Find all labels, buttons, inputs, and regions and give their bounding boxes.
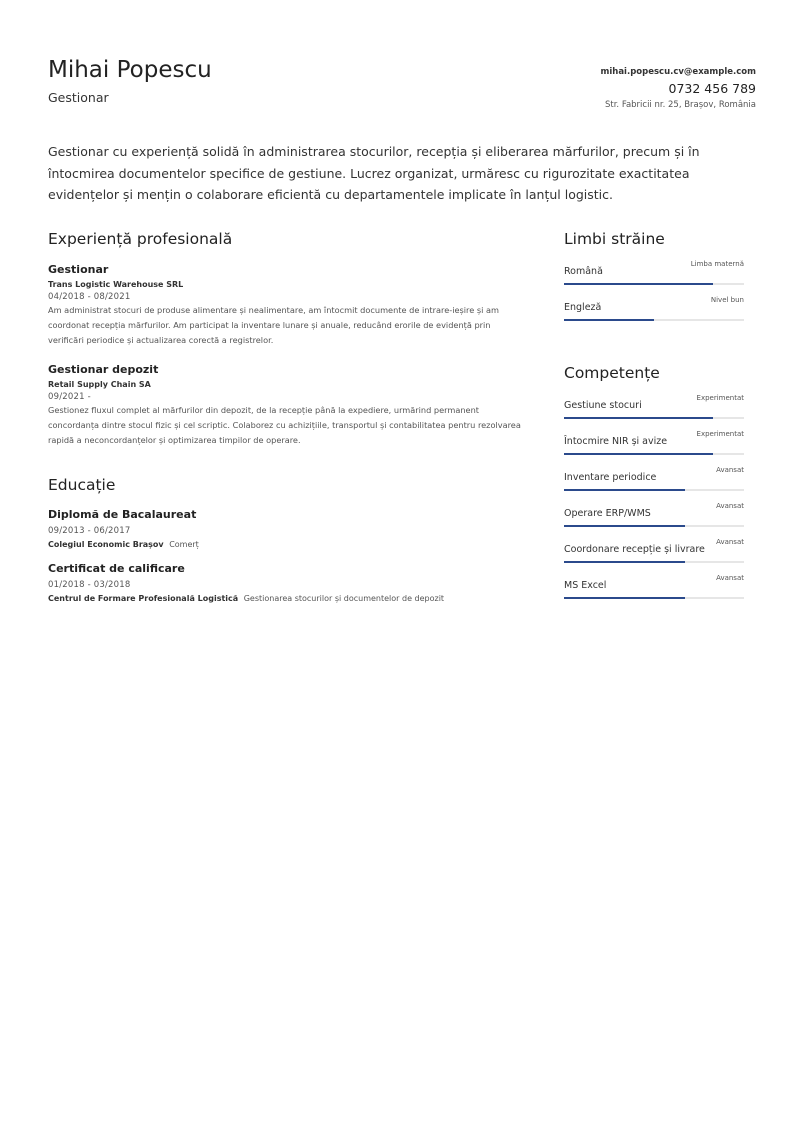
- language-name: Română: [564, 266, 603, 277]
- side-column: [564, 230, 744, 604]
- school-name: Colegiul Economic Brașov: [48, 540, 164, 550]
- level-bar-track: [564, 597, 744, 599]
- phone[interactable]: 0732 456 789: [668, 81, 756, 96]
- language-item: [564, 290, 744, 326]
- level-bar-fill: [564, 283, 713, 285]
- level-bar-fill: [564, 597, 685, 599]
- job-dates: 09/2021 -: [48, 391, 91, 402]
- level-bar-fill: [564, 417, 713, 419]
- field-of-study: Comerț: [169, 540, 199, 550]
- level-bar-track: [564, 283, 744, 285]
- level-bar-track: [564, 417, 744, 419]
- skill-item: [564, 532, 744, 568]
- experience-section: [48, 230, 523, 448]
- skill-name: Întocmire NIR și avize: [564, 436, 668, 447]
- education-entry: [48, 562, 523, 603]
- education-dates: 01/2018 - 03/2018: [48, 580, 131, 591]
- skill-level: Avansat: [716, 574, 744, 582]
- skill-level: Avansat: [716, 502, 744, 510]
- level-bar-track: [564, 561, 744, 563]
- language-name: Engleză: [564, 302, 602, 313]
- skill-name: Gestiune stocuri: [564, 400, 642, 411]
- job-title: Gestionar: [48, 263, 109, 276]
- job-title: Gestionar depozit: [48, 362, 159, 376]
- level-bar-track: [564, 489, 744, 491]
- language-item: [564, 254, 744, 290]
- level-bar-fill: [564, 525, 685, 527]
- level-bar-fill: [564, 319, 654, 321]
- main-column: [48, 230, 523, 603]
- skill-level: Experimentat: [696, 430, 744, 438]
- level-bar-fill: [564, 489, 685, 491]
- skill-name: Coordonare recepție și livrare: [564, 544, 705, 555]
- candidate-name: Mihai Popescu: [48, 57, 212, 83]
- job-entry: [48, 263, 523, 349]
- skill-item: [564, 424, 744, 460]
- level-bar-track: [564, 319, 744, 321]
- languages-heading: Limbi străine: [564, 230, 665, 248]
- email[interactable]: mihai.popescu.cv@example.com: [600, 67, 756, 77]
- skill-level: Avansat: [716, 466, 744, 474]
- skill-name: Inventare periodice: [564, 472, 657, 483]
- skill-item: [564, 568, 744, 604]
- languages-section: [564, 230, 744, 326]
- address: Str. Fabricii nr. 25, Brașov, România: [604, 100, 756, 110]
- skill-level: Experimentat: [696, 394, 744, 402]
- level-bar-fill: [564, 561, 685, 563]
- degree-title: Diplomă de Bacalaureat: [48, 508, 197, 522]
- language-level: Nivel bun: [710, 296, 744, 304]
- field-of-study: Gestionarea stocurilor și documentelor de depozit: [243, 594, 445, 604]
- skills-heading: Competențe: [564, 364, 660, 382]
- language-level: Limba maternă: [690, 260, 744, 268]
- skill-name: MS Excel: [564, 580, 607, 591]
- skill-name: Operare ERP/WMS: [564, 508, 651, 519]
- level-bar-track: [564, 453, 744, 455]
- job-dates: 04/2018 - 08/2021: [48, 292, 131, 302]
- level-bar-fill: [564, 453, 713, 455]
- skill-item: [564, 496, 744, 532]
- job-description: Gestionez fluxul complet al mărfurilor din depozit, de la recepție până la expediere, urmărind permanent concordanța dintre stocul fizic și cel scriptic. Colaborez cu achizițiile, transportul și contabilitatea pentru rezolvarea rapidă a neconcordanțelor și optimizarea timpilor de operare.: [48, 404, 521, 446]
- job-description: Am administrat stocuri de produse alimentare și nealimentare, am întocmit documente de intrare-ieșire și am coordonat recepția mărfurilor. Am participat la inventare lunare și anuale, reducând erorile de evidență prin verificări periodice și actualizarea corectă a registrelor.: [48, 305, 500, 346]
- education-meta: [48, 594, 523, 603]
- level-bar-track: [564, 525, 744, 527]
- education-section: [48, 476, 523, 603]
- employer: Trans Logistic Warehouse SRL: [48, 280, 184, 289]
- experience-heading: Experiență profesională: [48, 230, 233, 248]
- profile-summary: Gestionar cu experiență solidă în administrarea stocurilor, recepția și eliberarea mărfurilor, precum și în întocmirea documentelor specifice de gestiune. Lucrez organizat, urmăresc cu rigurozitate exactitatea evidențelor și mențin o colaborare eficientă cu departamentele implicate în lanțul logistic.: [48, 144, 700, 202]
- education-dates: 09/2013 - 06/2017: [48, 526, 131, 537]
- job-entry: [48, 363, 523, 449]
- education-heading: Educație: [48, 476, 116, 495]
- education-meta: [48, 540, 523, 549]
- contact-block: [601, 67, 757, 110]
- skills-section: [564, 364, 744, 604]
- school-name: Centrul de Formare Profesională Logistică: [48, 594, 239, 604]
- skill-item: [564, 460, 744, 496]
- job-role: Gestionar: [48, 90, 109, 105]
- skill-level: Avansat: [716, 538, 744, 546]
- skill-item: [564, 388, 744, 424]
- degree-title: Certificat de calificare: [48, 562, 185, 576]
- employer: Retail Supply Chain SA: [48, 379, 151, 389]
- education-entry: [48, 508, 523, 549]
